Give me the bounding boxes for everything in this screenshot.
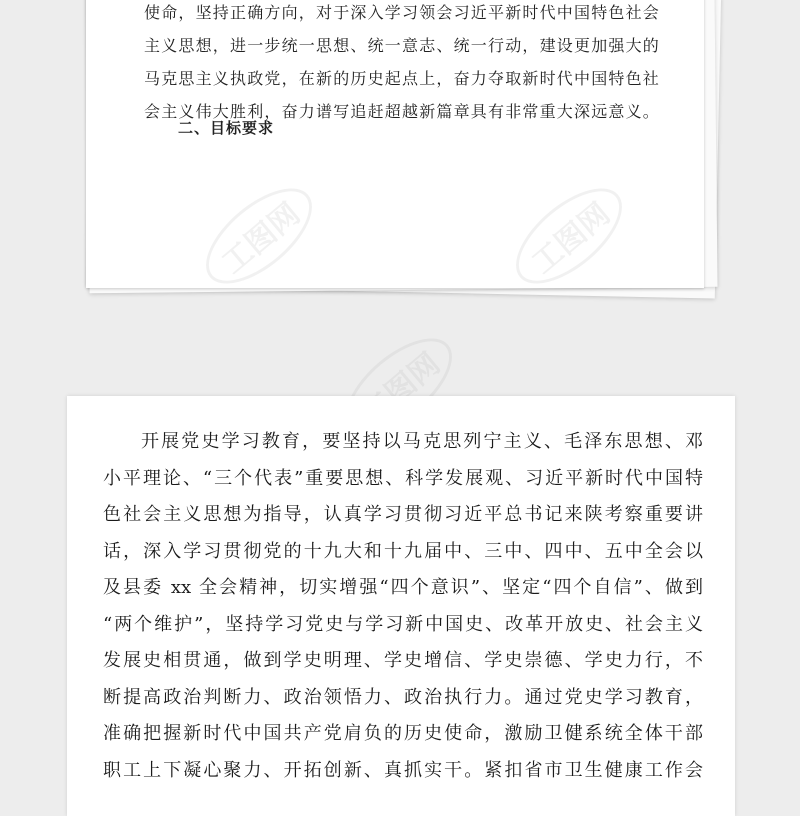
text-line: 主义思想，进一步统一思想、统一意志、统一行动，建设更加强大的: [144, 36, 661, 55]
watermark: 工图网: [330, 321, 468, 451]
text-line: 断提高政治判断力、政治领悟力、政治执行力。通过党史学习教育，: [103, 686, 703, 708]
text-line: 及县委 xx 全会精神，切实增强“四个意识”、坚定“四个自信”、做到: [103, 577, 703, 598]
top-paragraph: [144, 0, 664, 128]
text-line: 发展史相贯通，做到学史明理、学史增信、学史崇德、学史力行，不: [103, 650, 703, 671]
section-heading: 二、目标要求: [178, 119, 275, 137]
main-page: [67, 396, 735, 816]
text-line: 小平理论、“三个代表”重要思想、科学发展观、习近平新时代中国特: [103, 467, 703, 489]
body-paragraph: [103, 424, 703, 789]
text-line: 职工上下凝心聚力、开拓创新、真抓实干。紧扣省市卫生健康工作会: [103, 759, 703, 781]
text-line: 准确把握新时代中国共产党肩负的历史使命，激励卫健系统全体干部: [103, 723, 703, 744]
text-line: 使命，坚持正确方向，对于深入学习领会习近平新时代中国特色社会: [144, 3, 661, 22]
text-line: 色社会主义思想为指导，认真学习贯彻习近平总书记来陕考察重要讲: [103, 504, 703, 525]
text-line: 马克思主义执政党，在新的历史起点上，奋力夺取新时代中国特色社: [144, 69, 661, 88]
text-line: “两个维护”，坚持学习党史与学习新中国史、改革开放史、社会主义: [103, 613, 703, 635]
top-page-stack: [86, 0, 718, 294]
text-line: 话，深入学习贯彻党的十九大和十九届中、三中、四中、五中全会以: [103, 540, 703, 562]
top-page: [86, 0, 704, 288]
text-line: 开展党史学习教育，要坚持以马克思列宁主义、毛泽东思想、邓: [141, 431, 703, 452]
text-line: 会主义伟大胜利，奋力谱写追赶超越新篇章具有非常重大深远意义。: [144, 102, 661, 121]
